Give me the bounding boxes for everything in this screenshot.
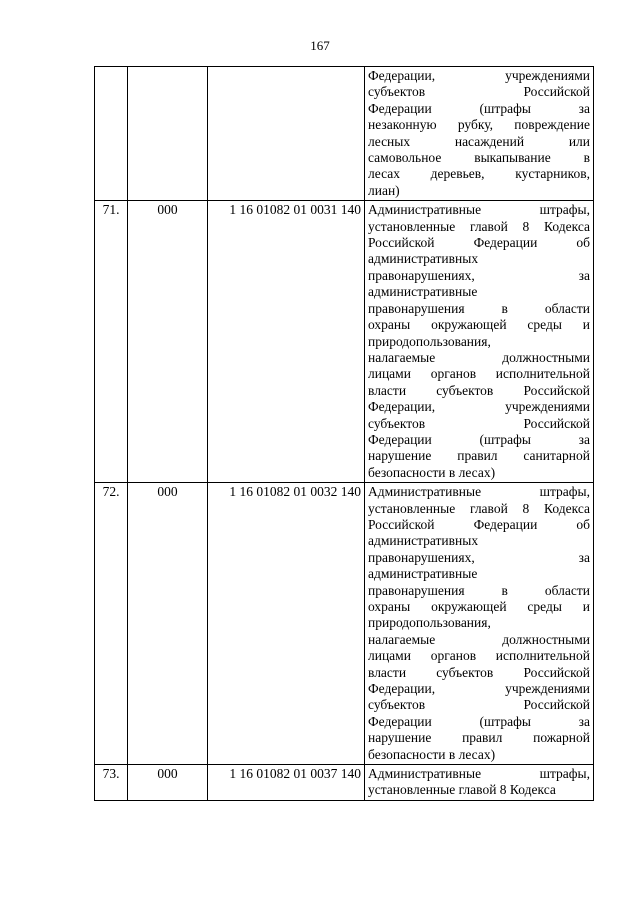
- budget-classification-code-cell: 1 16 01082 01 0037 140: [208, 765, 365, 801]
- description-line: субъектов Российской: [368, 697, 590, 713]
- description-line: административные: [368, 566, 478, 582]
- description-line: безопасности в лесах): [368, 464, 496, 480]
- budget-classification-code-cell: 1 16 01082 01 0031 140: [208, 201, 365, 483]
- description-line: нарушение правил пожарной: [368, 730, 590, 746]
- revenue-description-cell: [365, 765, 594, 801]
- description-line: Административные штрафы,: [368, 202, 590, 218]
- budget-classification-code-cell: [208, 67, 365, 201]
- description-line: безопасности в лесах): [368, 746, 496, 762]
- table-body: [95, 67, 594, 801]
- table-row: [95, 483, 594, 765]
- description-line: Федерации, учреждениями: [368, 399, 590, 415]
- description-line: лесных насаждений или: [368, 133, 590, 149]
- description-line: охраны окружающей среды и: [368, 599, 590, 614]
- description-line: Административные штрафы,: [368, 766, 590, 782]
- description-line: Федерации (штрафы за: [368, 713, 590, 729]
- description-line: субъектов Российской: [368, 415, 590, 431]
- description-line: лицами органов исполнительной: [368, 366, 590, 382]
- description-line: административных: [368, 533, 479, 549]
- table-row: [95, 67, 594, 201]
- description-line: самовольное выкапывание в: [368, 150, 590, 166]
- description-line: власти субъектов Российской: [368, 664, 590, 680]
- description-line: лицами органов исполнительной: [368, 648, 590, 664]
- table-row: [95, 201, 594, 483]
- description-line: правонарушениях, за: [368, 549, 590, 565]
- description-line: административных: [368, 251, 479, 267]
- description-line: налагаемые должностными: [368, 349, 590, 365]
- administrator-code-cell: [128, 67, 208, 201]
- row-number-cell: [95, 67, 128, 201]
- row-number-cell: 73.: [95, 765, 128, 801]
- budget-classification-code-cell: 1 16 01082 01 0032 140: [208, 483, 365, 765]
- revenue-description-cell: [365, 201, 594, 483]
- description-line: правонарушения в области: [368, 300, 590, 316]
- row-number-cell: 72.: [95, 483, 128, 765]
- revenue-description-cell: [365, 67, 594, 201]
- administrator-code-cell: 000: [128, 201, 208, 483]
- description-line: правонарушениях, за: [368, 267, 590, 283]
- description-line: Российской Федерации об: [368, 516, 590, 532]
- description-line: Федерации (штрафы за: [368, 100, 590, 116]
- budget-codes-table: [94, 66, 594, 801]
- description-line: охраны окружающей среды и: [368, 317, 590, 333]
- table-row: [95, 765, 594, 801]
- revenue-description-cell: [365, 483, 594, 765]
- description-line: правонарушения в области: [368, 582, 590, 598]
- description-line: природопользования,: [368, 333, 491, 349]
- description-line: установленные главой 8 Кодекса: [368, 782, 556, 798]
- administrator-code-cell: 000: [128, 483, 208, 765]
- description-line: Российской Федерации об: [368, 235, 590, 251]
- description-line: нарушение правил санитарной: [368, 448, 590, 464]
- description-line: установленные главой 8 Кодекса: [368, 218, 590, 234]
- description-line: природопользования,: [368, 615, 491, 631]
- description-line: Федерации (штрафы за: [368, 431, 590, 447]
- description-line: Федерации, учреждениями: [368, 681, 590, 697]
- page-number: 167: [310, 38, 330, 53]
- description-line: лиан): [368, 182, 400, 198]
- description-line: лесах деревьев, кустарников,: [368, 166, 590, 182]
- description-line: Административные штрафы,: [368, 484, 590, 500]
- description-line: административные: [368, 284, 478, 300]
- row-number-cell: 71.: [95, 201, 128, 483]
- administrator-code-cell: 000: [128, 765, 208, 801]
- description-line: налагаемые должностными: [368, 631, 590, 647]
- description-line: установленные главой 8 Кодекса: [368, 500, 590, 516]
- description-line: субъектов Российской: [368, 84, 590, 100]
- description-line: Федерации, учреждениями: [368, 68, 590, 83]
- description-line: власти субъектов Российской: [368, 382, 590, 398]
- description-line: незаконную рубку, повреждение: [368, 117, 590, 133]
